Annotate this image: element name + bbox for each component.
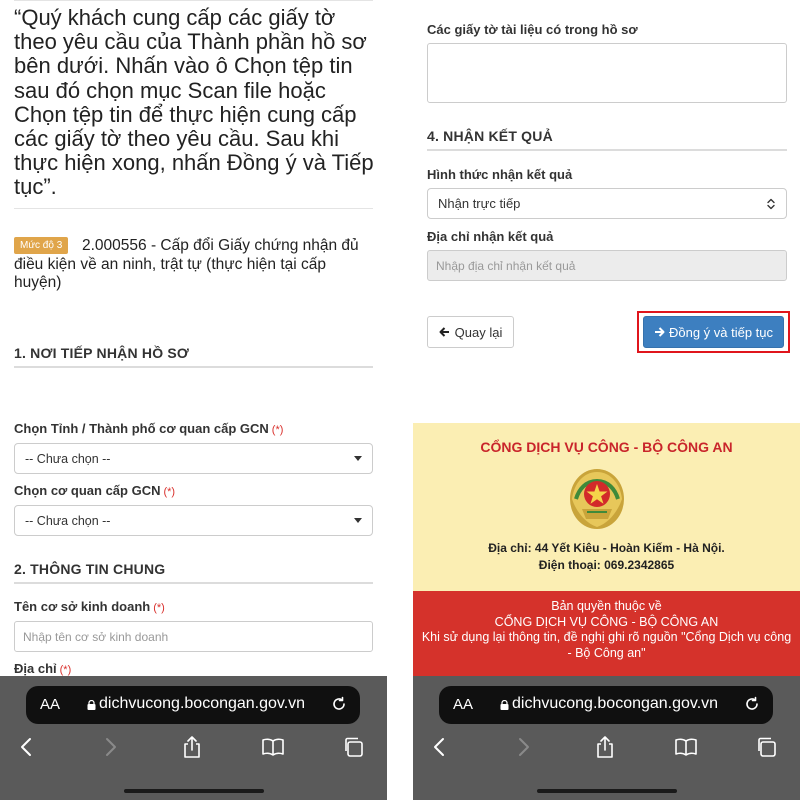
agency-label-text: Chọn cơ quan cấp GCN — [14, 483, 161, 498]
section-divider — [14, 366, 373, 368]
lock-icon — [87, 700, 96, 710]
province-select[interactable] — [14, 443, 373, 474]
required-mark: (*) — [163, 486, 176, 498]
documents-label: Các giấy tờ tài liệu có trong hồ sơ — [427, 22, 638, 37]
reload-icon[interactable] — [330, 695, 348, 713]
home-indicator — [124, 789, 264, 793]
police-emblem-icon — [568, 465, 626, 531]
url-text: dichvucong.bocongan.gov.vn — [99, 695, 306, 712]
divider — [14, 0, 373, 1]
copyright-line: Bản quyền thuộc về — [551, 599, 662, 613]
text-size-button[interactable]: AA — [453, 696, 474, 713]
footer-phone-line: Điện thoại: 069.2342865 — [538, 558, 675, 572]
left-screen — [0, 0, 387, 800]
back-button[interactable] — [427, 316, 514, 348]
book-icon[interactable] — [262, 736, 284, 758]
receive-method-value: Nhận trực tiếp — [438, 196, 521, 211]
agency-select-value: -- Chưa chọn -- — [25, 513, 111, 528]
chevron-right-icon[interactable] — [512, 736, 534, 758]
section-general-title: 2. THÔNG TIN CHUNG — [14, 561, 166, 577]
receive-address-input[interactable]: Nhập địa chỉ nhận kết quả — [427, 250, 787, 281]
safari-toolbar — [0, 676, 387, 800]
footer-title: CỔNG DỊCH VỤ CÔNG - BỘ CÔNG AN — [480, 439, 733, 455]
lock-icon — [500, 700, 509, 710]
footer-address — [413, 540, 800, 574]
procedure-title: 2.000556 - Cấp đổi Giấy chứng nhận đủ điều kiện về an ninh, trật tự (thực hiện tại cấp huyện) — [14, 237, 359, 291]
caret-down-icon — [354, 456, 362, 461]
text-size-button[interactable]: AA — [40, 696, 61, 713]
tabs-icon[interactable] — [756, 736, 778, 758]
business-name-input[interactable]: Nhập tên cơ sở kinh doanh — [14, 621, 373, 652]
share-icon[interactable] — [181, 736, 203, 758]
receive-address-label: Địa chỉ nhận kết quả — [427, 229, 554, 244]
documents-textarea[interactable] — [427, 43, 787, 103]
address-bar[interactable] — [26, 686, 360, 724]
arrow-left-icon — [439, 327, 450, 337]
agree-button-label: Đồng ý và tiếp tục — [668, 324, 774, 340]
back-button-label: Quay lại — [454, 324, 503, 340]
url-text: dichvucong.bocongan.gov.vn — [512, 695, 719, 712]
level-badge: Mức độ 3 — [14, 237, 68, 254]
section-reception-title: 1. NƠI TIẾP NHẬN HỒ SƠ — [14, 345, 190, 361]
required-mark: (*) — [59, 664, 72, 676]
address-bar[interactable] — [439, 686, 773, 724]
safari-toolbar — [413, 676, 800, 800]
instruction-quote: “Quý khách cung cấp các giấy tờ theo yêu cầu của Thành phần hồ sơ bên dưới. Nhấn vào ô Chọn tệp tin sau đó chọn mục Scan file hoặc Chọn tệp tin để thực hiện cung cấp các giấy tờ theo yêu cầu. Sau khi thực hiện xong, nhấn Đồng ý và Tiếp tục”. — [14, 5, 374, 200]
chevron-up-down-icon — [766, 198, 776, 210]
receive-method-label: Hình thức nhận kết quả — [427, 167, 573, 182]
footer-address-line: Địa chỉ: 44 Yết Kiêu - Hoàn Kiếm - Hà Nội. — [488, 541, 725, 555]
home-indicator — [537, 789, 677, 793]
chevron-left-icon[interactable] — [429, 736, 451, 758]
divider — [14, 208, 373, 209]
business-label-text: Tên cơ sở kinh doanh — [14, 599, 151, 614]
agency-select[interactable] — [14, 505, 373, 536]
copyright-footer — [413, 591, 800, 681]
address-label-text: Địa chỉ — [14, 661, 57, 676]
address-label — [14, 661, 71, 676]
business-label — [14, 599, 165, 614]
province-select-value: -- Chưa chọn -- — [25, 451, 111, 466]
required-mark: (*) — [271, 424, 284, 436]
province-label-text: Chọn Tỉnh / Thành phố cơ quan cấp GCN — [14, 421, 269, 436]
book-icon[interactable] — [675, 736, 697, 758]
agree-continue-button[interactable] — [643, 316, 784, 348]
caret-down-icon — [354, 518, 362, 523]
copyright-notice: Khi sử dụng lại thông tin, đề nghị ghi rõ nguồn "Cổng Dịch vụ công - Bộ Công an" — [421, 630, 792, 660]
chevron-left-icon[interactable] — [16, 736, 38, 758]
tabs-icon[interactable] — [343, 736, 365, 758]
share-icon[interactable] — [594, 736, 616, 758]
province-label — [14, 421, 283, 436]
chevron-right-icon[interactable] — [99, 736, 121, 758]
section-divider — [427, 149, 787, 151]
section-divider — [14, 582, 373, 584]
copyright-line: CỔNG DỊCH VỤ CÔNG - BỘ CÔNG AN — [494, 614, 719, 629]
right-screen — [413, 0, 800, 800]
reload-icon[interactable] — [743, 695, 761, 713]
agency-label — [14, 483, 175, 498]
section-result-title: 4. NHẬN KẾT QUẢ — [427, 128, 553, 144]
receive-method-select[interactable] — [427, 188, 787, 219]
site-footer — [413, 423, 800, 591]
arrow-right-icon — [654, 327, 665, 337]
required-mark: (*) — [153, 602, 165, 614]
